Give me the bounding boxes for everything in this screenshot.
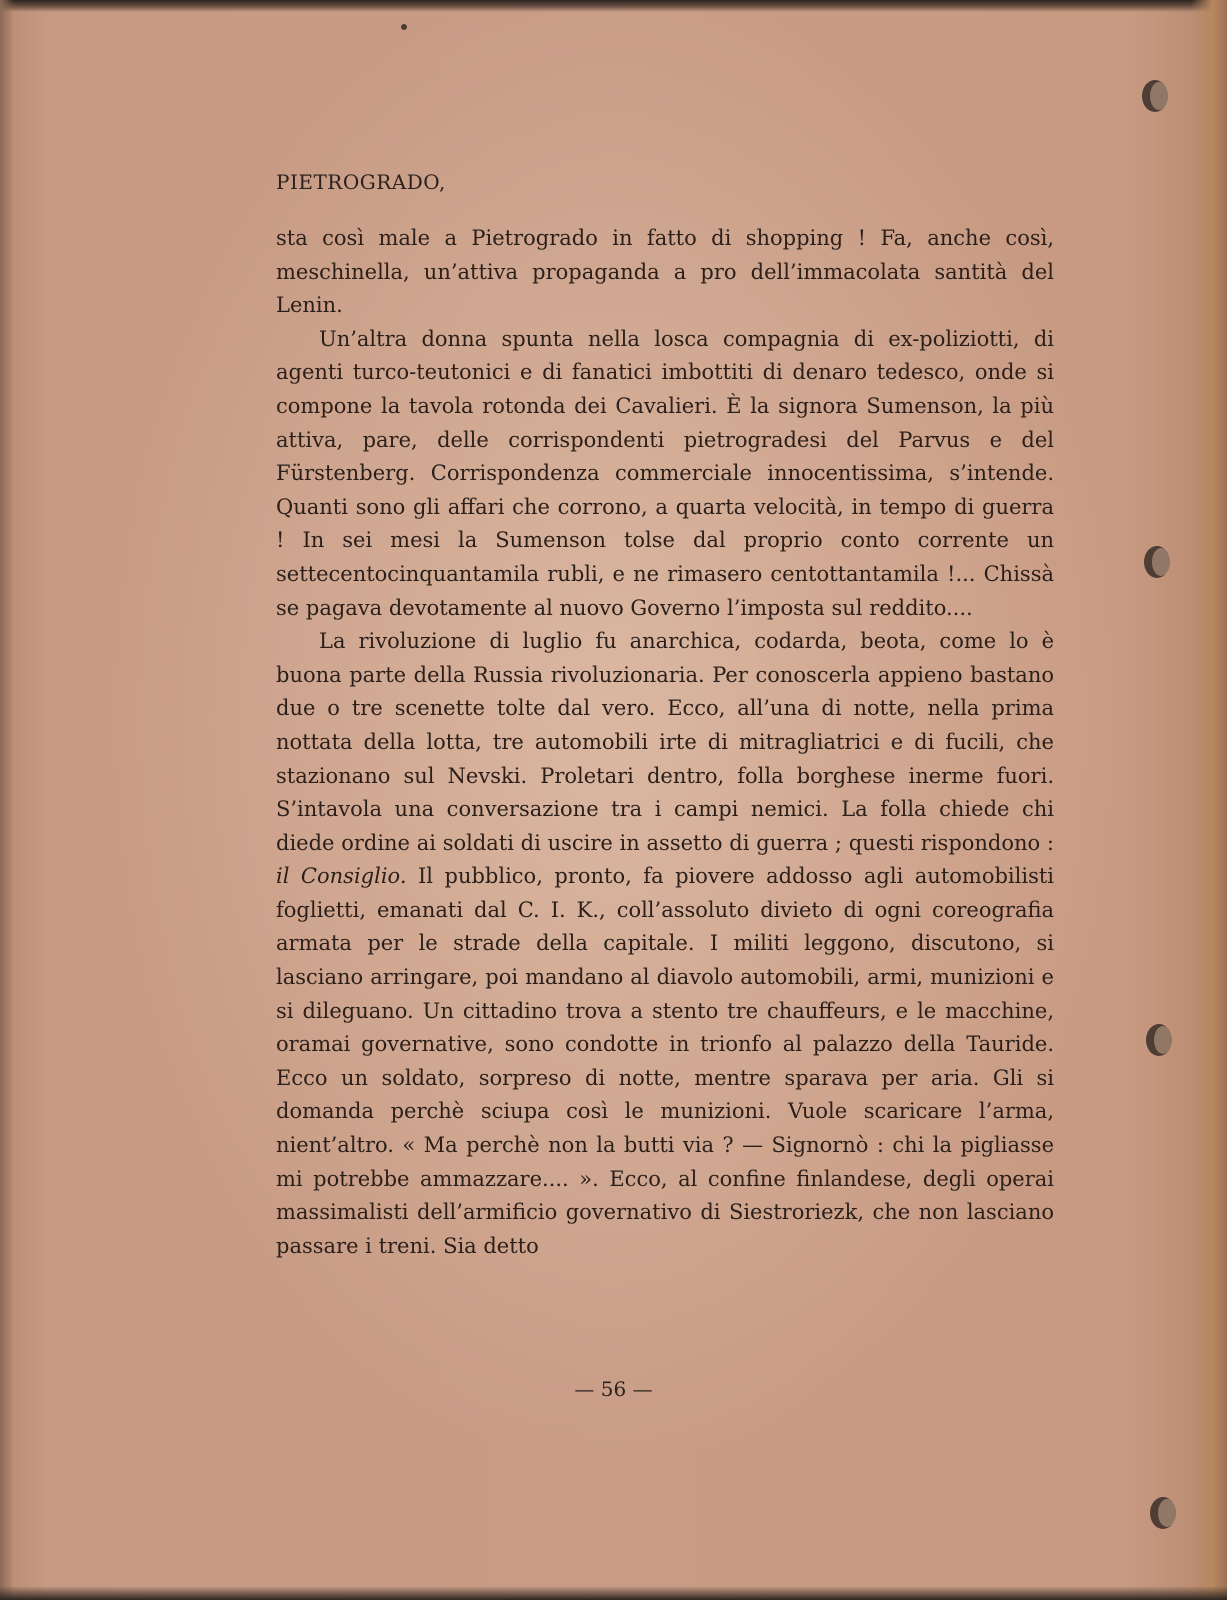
- page-bottom-edge: [0, 1586, 1227, 1600]
- paragraph: [276, 625, 1054, 1263]
- page-left-edge: [0, 0, 14, 1600]
- binding-hole-icon: [1140, 542, 1174, 582]
- binding-hole-icon: [1138, 76, 1172, 116]
- paragraph-text: La rivoluzione di luglio fu anarchica, codarda, beota, come lo è buona parte della Russia rivoluzionaria. Per conoscerla appieno bastano due o tre scenette tolte dal vero. Ecco, all’una di notte, nella prima nottata della lotta, tre automobili irte di mitragliatrici e di fucili, che stazionano sul Nevski. Proletari dentro, folla borghese inerme fuori. S’intavola una conversazione tra i campi nemici. La folla chiede chi diede ordine ai soldati di uscire in assetto di guerra ; questi rispondono :: [276, 629, 1054, 855]
- running-head: PIETROGRADO,: [276, 170, 446, 194]
- paragraph-text: sta così male a Pietrogrado in fatto di shopping ! Fa, anche così, meschinella, un’attiva propaganda a pro dell’immacolata santità del Lenin.: [276, 226, 1054, 318]
- binding-hole-icon: [1146, 1493, 1180, 1533]
- paragraph: [276, 222, 1054, 323]
- page-top-edge: [0, 0, 1227, 12]
- body-text: [276, 222, 1054, 1263]
- page-number: — 56 —: [574, 1377, 653, 1401]
- page-right-edge: [1191, 0, 1227, 1600]
- ink-dot: [401, 24, 407, 30]
- paragraph: [276, 323, 1054, 625]
- paragraph-text: Un’altra donna spunta nella losca compagnia di ex-poliziotti, di agenti turco-teutonici e di fanatici imbottiti di denaro tedesco, onde si compone la tavola rotonda dei Cavalieri. È la signora Sumenson, la più attiva, pare, delle corrispondenti pietrogradesi del Parvus e del Fürstenberg. Corrispondenza commerciale innocentissima, s’intende. Quanti sono gli affari che corrono, a quarta velocità, in tempo di guerra ! In sei mesi la Sumenson tolse dal proprio conto corrente un settecentocinquantamila rubli, e ne rimasero centottantamila !... Chissà se pagava devotamente al nuovo Governo l’imposta sul reddito....: [276, 326, 1054, 620]
- paragraph-text: Il pubblico, pronto, fa piovere addosso agli automobilisti foglietti, emanati dal C. I. K., coll’assoluto divieto di ogni coreografia armata per le strade della capitale. I militi leggono, discutono, si lasciano arringare, poi mandano al diavolo automobili, armi, munizioni e si dileguano. Un cittadino trova a stento tre chauffeurs, e le macchine, oramai governative, sono condotte in trionfo al palazzo della Tauride. Ecco un soldato, sorpreso di notte, mentre sparava per aria. Gli si domanda perchè sciupa così le munizioni. Vuole scaricare l’arma, nient’altro. « Ma perchè non la butti via ? — Signornò : chi la pigliasse mi potrebbe ammazzare.... ». Ecco, al confine finlandese, degli operai massimalisti dell’armificio governativo di Siestroriezk, che non lasciano passare i treni. Sia detto: [276, 864, 1054, 1258]
- binding-hole-icon: [1142, 1020, 1176, 1060]
- italic-text: il Consiglio.: [276, 864, 407, 889]
